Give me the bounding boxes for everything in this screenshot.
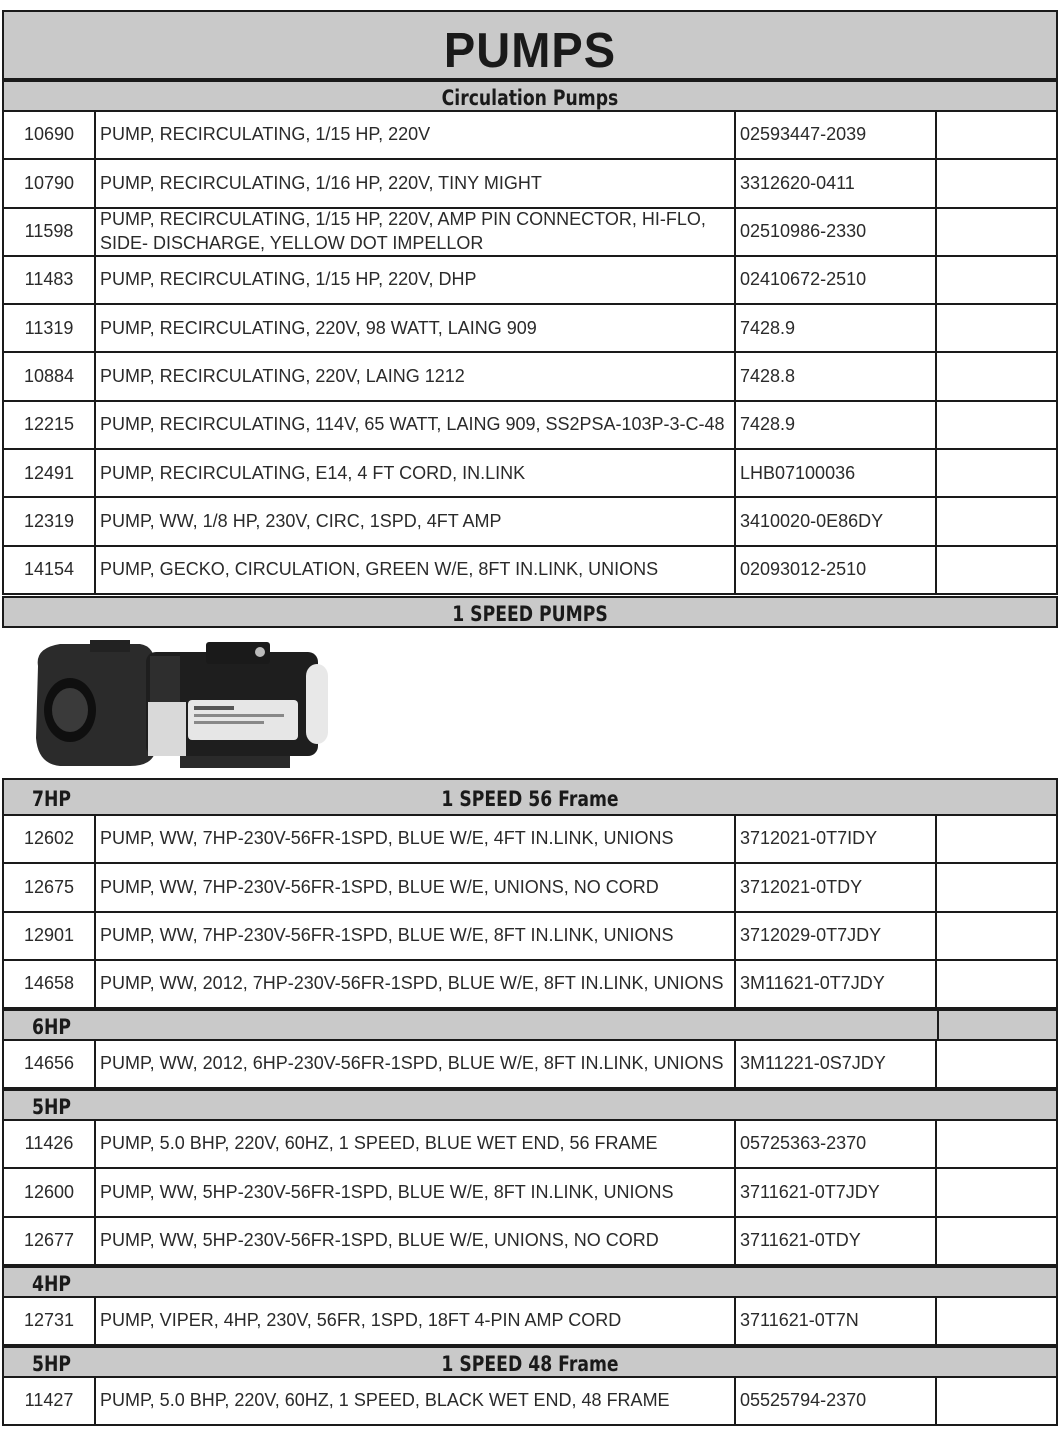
frame56-5hp-table — [2, 1121, 1058, 1266]
part-number: 3711621-0T7N — [736, 1298, 937, 1344]
item-code: 12731 — [4, 1298, 96, 1344]
table-row — [2, 498, 1058, 546]
part-number: 05725363-2370 — [736, 1121, 937, 1167]
part-number: 3711621-0TDY — [736, 1218, 937, 1264]
table-row — [2, 209, 1058, 257]
table-row — [2, 1218, 1058, 1266]
item-description: PUMP, RECIRCULATING, 220V, LAING 1212 — [96, 353, 736, 399]
frame56-6hp-table — [2, 1041, 1058, 1089]
circulation-table — [2, 112, 1058, 595]
part-number: 7428.9 — [736, 402, 937, 448]
table-row — [2, 160, 1058, 208]
item-code: 10790 — [4, 160, 96, 206]
price-cell — [937, 864, 1056, 910]
item-description: PUMP, WW, 7HP-230V-56FR-1SPD, BLUE W/E, 8FT IN.LINK, UNIONS — [96, 913, 736, 959]
item-description: PUMP, WW, 7HP-230V-56FR-1SPD, BLUE W/E, 4FT IN.LINK, UNIONS — [96, 816, 736, 862]
table-row — [2, 1169, 1058, 1217]
price-cell — [937, 961, 1056, 1007]
item-description: PUMP, RECIRCULATING, E14, 4 FT CORD, IN.LINK — [96, 450, 736, 496]
part-number: LHB07100036 — [736, 450, 937, 496]
section-heading: 1 SPEED 48 Frame — [441, 1352, 619, 1376]
price-cell — [937, 1298, 1056, 1344]
frame56-7hp-table — [2, 816, 1058, 1009]
price-cell — [937, 1121, 1056, 1167]
table-row — [2, 961, 1058, 1009]
item-description: PUMP, WW, 2012, 7HP-230V-56FR-1SPD, BLUE W/E, 8FT IN.LINK, UNIONS — [96, 961, 736, 1007]
page-title: PUMPS — [443, 21, 617, 78]
part-number: 3712021-0T7IDY — [736, 816, 937, 862]
part-number: 7428.8 — [736, 353, 937, 399]
item-description: PUMP, WW, 1/8 HP, 230V, CIRC, 1SPD, 4FT AMP — [96, 498, 736, 544]
item-description: PUMP, RECIRCULATING, 1/15 HP, 220V, AMP PIN CONNECTOR, HI-FLO, SIDE- DISCHARGE, YELLOW DOT IMPELLOR — [96, 209, 736, 255]
item-code: 11426 — [4, 1121, 96, 1167]
item-description: PUMP, 5.0 BHP, 220V, 60HZ, 1 SPEED, BLACK WET END, 48 FRAME — [96, 1378, 736, 1424]
frame48-table — [2, 1378, 1058, 1426]
item-code: 14658 — [4, 961, 96, 1007]
price-cell — [937, 257, 1056, 303]
table-row — [2, 864, 1058, 912]
item-code: 10884 — [4, 353, 96, 399]
frame56-4hp-table — [2, 1298, 1058, 1346]
hp-label: 6HP — [32, 1015, 72, 1039]
hp-label: 5HP — [32, 1352, 72, 1376]
price-cell — [937, 450, 1056, 496]
item-code: 12319 — [4, 498, 96, 544]
table-row — [2, 402, 1058, 450]
part-number: 3712029-0T7JDY — [736, 913, 937, 959]
item-code: 12491 — [4, 450, 96, 496]
item-code: 12675 — [4, 864, 96, 910]
price-cell — [937, 1169, 1056, 1215]
item-code: 12600 — [4, 1169, 96, 1215]
item-description: PUMP, RECIRCULATING, 220V, 98 WATT, LAING 909 — [96, 305, 736, 351]
price-cell — [937, 547, 1056, 593]
item-description: PUMP, 5.0 BHP, 220V, 60HZ, 1 SPEED, BLUE WET END, 56 FRAME — [96, 1121, 736, 1167]
price-cell — [937, 160, 1056, 206]
price-cell — [937, 402, 1056, 448]
item-code: 14656 — [4, 1041, 96, 1087]
price-cell — [937, 1041, 1056, 1087]
price-cell — [937, 498, 1056, 544]
table-row — [2, 1041, 1058, 1089]
section-heading: Circulation Pumps — [441, 86, 619, 110]
section-48-frame — [2, 1346, 1058, 1378]
part-number: 02510986-2330 — [736, 209, 937, 255]
item-description: PUMP, WW, 7HP-230V-56FR-1SPD, BLUE W/E, UNIONS, NO CORD — [96, 864, 736, 910]
hp-label: 4HP — [32, 1272, 72, 1296]
price-cell — [937, 305, 1056, 351]
table-row — [2, 1121, 1058, 1169]
hp-group-5hp — [2, 1089, 1058, 1121]
price-cell — [937, 816, 1056, 862]
item-code: 11427 — [4, 1378, 96, 1424]
item-description: PUMP, RECIRCULATING, 1/15 HP, 220V — [96, 112, 736, 158]
item-code: 12901 — [4, 913, 96, 959]
item-description: PUMP, WW, 5HP-230V-56FR-1SPD, BLUE W/E, 8FT IN.LINK, UNIONS — [96, 1169, 736, 1215]
part-number: 02593447-2039 — [736, 112, 937, 158]
section-56-frame — [2, 778, 1058, 816]
pump-motor-photo — [30, 638, 330, 774]
item-description: PUMP, WW, 5HP-230V-56FR-1SPD, BLUE W/E, UNIONS, NO CORD — [96, 1218, 736, 1264]
item-description: PUMP, VIPER, 4HP, 230V, 56FR, 1SPD, 18FT 4-PIN AMP CORD — [96, 1298, 736, 1344]
hp-label: 5HP — [32, 1095, 72, 1119]
price-cell — [937, 209, 1056, 255]
table-row — [2, 112, 1058, 160]
hp-group-4hp — [2, 1266, 1058, 1298]
part-number: 3711621-0T7JDY — [736, 1169, 937, 1215]
table-row — [2, 816, 1058, 864]
item-code: 12215 — [4, 402, 96, 448]
price-cell — [937, 1218, 1056, 1264]
item-code: 12602 — [4, 816, 96, 862]
table-row — [2, 305, 1058, 353]
section-circulation-pumps — [2, 80, 1058, 112]
item-code: 11483 — [4, 257, 96, 303]
section-heading: 1 SPEED 56 Frame — [441, 787, 619, 811]
table-row — [2, 1378, 1058, 1426]
price-cell — [937, 353, 1056, 399]
part-number: 02093012-2510 — [736, 547, 937, 593]
item-description: PUMP, RECIRCULATING, 1/16 HP, 220V, TINY MIGHT — [96, 160, 736, 206]
table-row — [2, 257, 1058, 305]
item-description: PUMP, RECIRCULATING, 114V, 65 WATT, LAING 909, SS2PSA-103P-3-C-48 — [96, 402, 736, 448]
price-cell — [937, 1378, 1056, 1424]
hp-label: 7HP — [32, 787, 72, 811]
table-row — [2, 1298, 1058, 1346]
page-title-band — [2, 10, 1058, 80]
item-code: 11598 — [4, 209, 96, 255]
item-description: PUMP, WW, 2012, 6HP-230V-56FR-1SPD, BLUE W/E, 8FT IN.LINK, UNIONS — [96, 1041, 736, 1087]
part-number: 3312620-0411 — [736, 160, 937, 206]
table-row — [2, 353, 1058, 401]
part-number: 3410020-0E86DY — [736, 498, 937, 544]
item-description: PUMP, GECKO, CIRCULATION, GREEN W/E, 8FT IN.LINK, UNIONS — [96, 547, 736, 593]
table-row — [2, 547, 1058, 595]
part-number: 7428.9 — [736, 305, 937, 351]
item-code: 12677 — [4, 1218, 96, 1264]
table-row — [2, 913, 1058, 961]
part-number: 3712021-0TDY — [736, 864, 937, 910]
part-number: 3M11221-0S7JDY — [736, 1041, 937, 1087]
item-code: 14154 — [4, 547, 96, 593]
part-number: 05525794-2370 — [736, 1378, 937, 1424]
item-description: PUMP, RECIRCULATING, 1/15 HP, 220V, DHP — [96, 257, 736, 303]
price-cell — [937, 112, 1056, 158]
item-code: 10690 — [4, 112, 96, 158]
item-code: 11319 — [4, 305, 96, 351]
table-row — [2, 450, 1058, 498]
section-one-speed-pumps — [2, 596, 1058, 628]
section-heading: 1 SPEED PUMPS — [452, 602, 608, 626]
price-cell — [937, 913, 1056, 959]
part-number: 3M11621-0T7JDY — [736, 961, 937, 1007]
hp-group-6hp — [2, 1009, 1058, 1041]
part-number: 02410672-2510 — [736, 257, 937, 303]
